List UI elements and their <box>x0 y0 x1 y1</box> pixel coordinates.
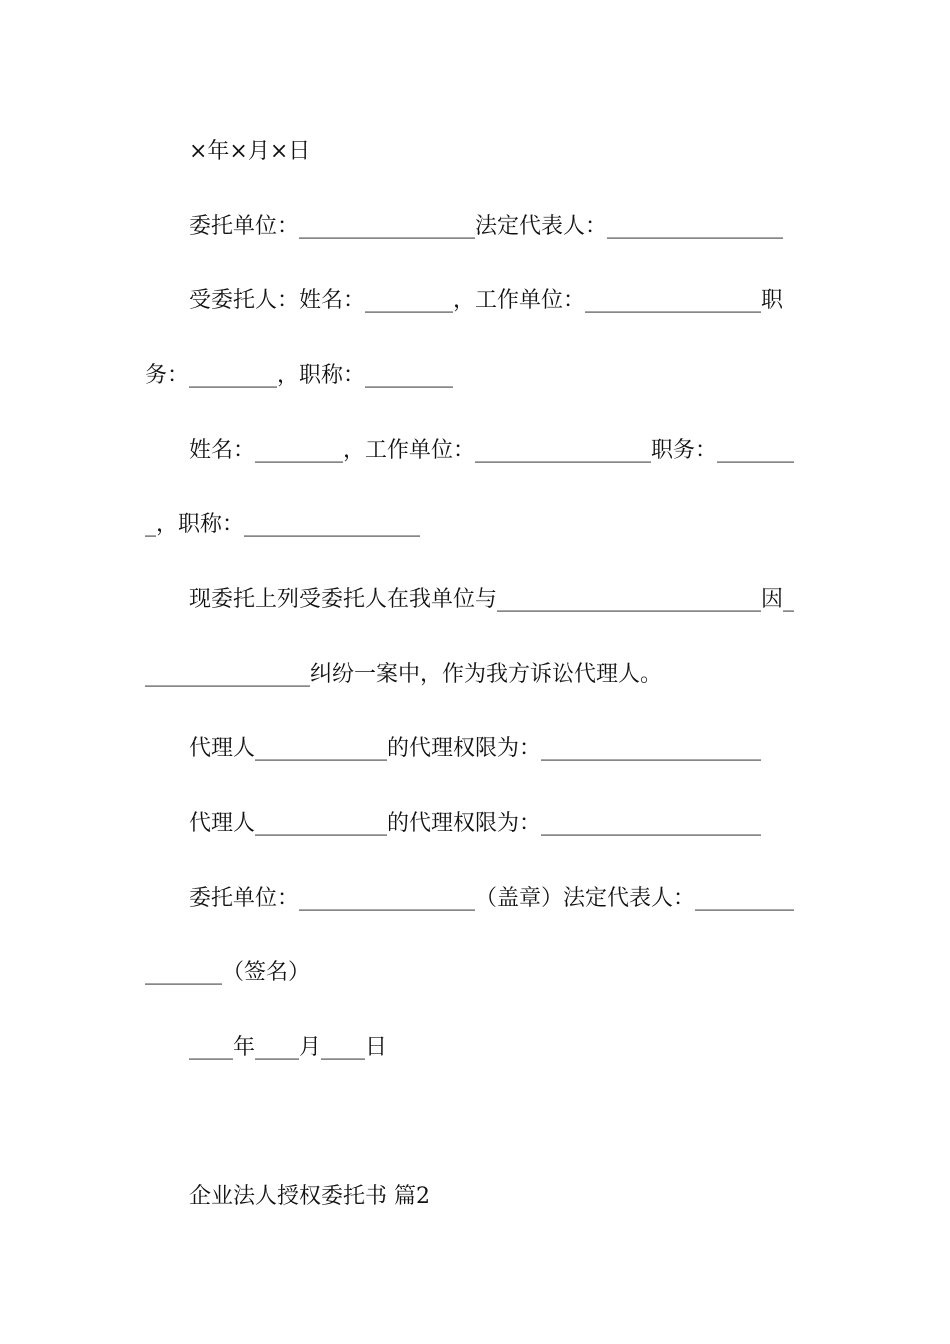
agent-two-authority: 代理人____________的代理权限为：____________________ <box>189 811 762 836</box>
entrusting-unit-line: 委托单位：________________法定代表人：________________ <box>189 214 784 239</box>
entrustment-statement-continuation: _______________纠纷一案中，作为我方诉讼代理人。 <box>145 662 663 687</box>
agent-two-continuation: _，职称：________________ <box>145 512 421 537</box>
signature-line: 委托单位：________________（盖章）法定代表人：_________ <box>189 886 795 911</box>
signing-date: ____年____月____日 <box>189 1035 388 1060</box>
signature-continuation: _______（签名） <box>145 960 311 985</box>
agent-one-authority: 代理人____________的代理权限为：____________________ <box>189 736 762 761</box>
date-line: ×年×月×日 <box>189 139 311 164</box>
entrustment-statement: 现委托上列受委托人在我单位与________________________因_ <box>189 587 795 612</box>
agent-one-line: 受委托人：姓名：________，工作单位：________________职 <box>189 288 784 313</box>
section-heading: 企业法人授权委托书 篇2 <box>189 1184 430 1209</box>
agent-one-continuation: 务：________，职称：________ <box>145 363 454 388</box>
agent-two-line: 姓名：________，工作单位：________________职务：_______ <box>189 438 795 463</box>
